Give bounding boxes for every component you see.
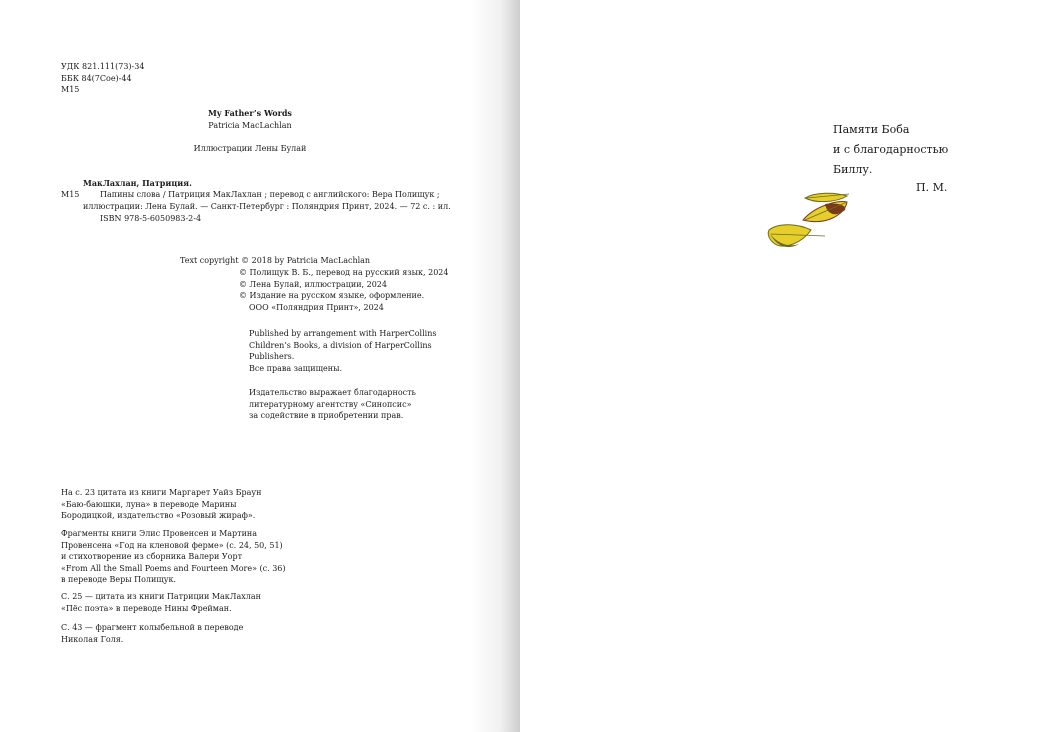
catalog-isbn: ISBN 978-5-6050983-2-4 [100,214,202,223]
bbk-code: ББК 84(7Сое)-44 [61,73,132,83]
note-line: «Пёс поэта» в переводе Нины Фрейман. [61,603,232,613]
copyright-publisher: ООО «Поляндрия Принт», 2024 [249,302,384,312]
original-title-block [150,108,350,131]
arrangement-block [249,328,436,374]
original-title: My Father’s Words [208,108,292,118]
note-line: «From All the Small Poems and Fourteen More» (с. 36) [61,563,286,573]
udk-code: УДК 821.111(73)-34 [61,62,145,71]
note-block [61,487,261,522]
original-author: Patricia MacLachlan [208,120,292,130]
falling-leaves-illustration [765,188,855,258]
arrangement-line: Published by arrangement with HarperCollins [249,329,437,338]
leaf-icon [803,202,847,222]
note-block [61,591,261,614]
leaf-icon [805,193,849,201]
right-page [520,0,1037,732]
copyright-illustrations: © Лена Булай, иллюстрации, 2024 [239,279,387,289]
dedication-line: Памяти Боба [833,123,910,136]
classification-block [61,61,144,96]
note-block [61,528,286,586]
note-line: и стихотворение из сборника Валери Уорт [61,552,243,561]
note-line: С. 43 — фрагмент колыбельной в переводе [61,623,244,632]
note-line: «Баю-баюшки, луна» в переводе Марины [61,499,237,509]
note-line: в переводе Веры Полищук. [61,575,177,584]
gratitude-line: Издательство выражает благодарность [249,388,416,397]
note-line: Николая Голя. [61,634,124,644]
note-line: Провенсена «Год на кленовой ферме» (с. 24, 50, 51) [61,540,283,550]
copyright-edition: © Издание на русском языке, оформление. [239,291,425,300]
note-line: Фрагменты книги Элис Провенсен и Мартина [61,529,258,538]
text-copyright: Text copyright © 2018 by Patricia MacLachlan [180,256,371,265]
catalog-line-1: Папины слова / Патриция МакЛахлан ; перевод с английского: Вера Полищук ; [100,190,440,199]
catalog-code: М15 [61,190,80,199]
arrangement-line: Children’s Books, a division of HarperCollins [249,340,432,350]
copyright-translation: © Полищук В. Б., перевод на русский язык, 2024 [239,268,449,277]
rights-reserved: Все права защищены. [249,363,342,373]
dedication-signature: П. М. [916,181,948,194]
arrangement-line: Publishers. [249,352,295,361]
dedication [833,120,948,180]
leaf-icon [768,225,825,247]
gratitude-line: за содействие в приобретении прав. [249,411,404,420]
note-line: Бородицкой, издательство «Розовый жираф». [61,511,256,520]
note-line: На с. 23 цитата из книги Маргарет Уайз Браун [61,488,262,497]
gratitude-block [249,387,416,422]
catalog-author-heading: МакЛахлан, Патриция. [83,178,192,188]
catalog-line-2: иллюстрации: Лена Булай. — Санкт-Петербург : Поляндрия Принт, 2024. — 72 с. : ил. [83,202,451,211]
copyright-lines [239,267,448,313]
author-mark: М15 [61,85,80,94]
illustrations-credit: Иллюстрации Лены Булай [193,144,307,153]
note-block [61,622,243,645]
note-line: С. 25 — цитата из книги Патриции МакЛахлан [61,592,261,601]
dedication-line: Биллу. [833,163,873,176]
gratitude-line: литературному агентству «Синопсис» [249,399,412,409]
dedication-line: и с благодарностью [833,143,949,156]
